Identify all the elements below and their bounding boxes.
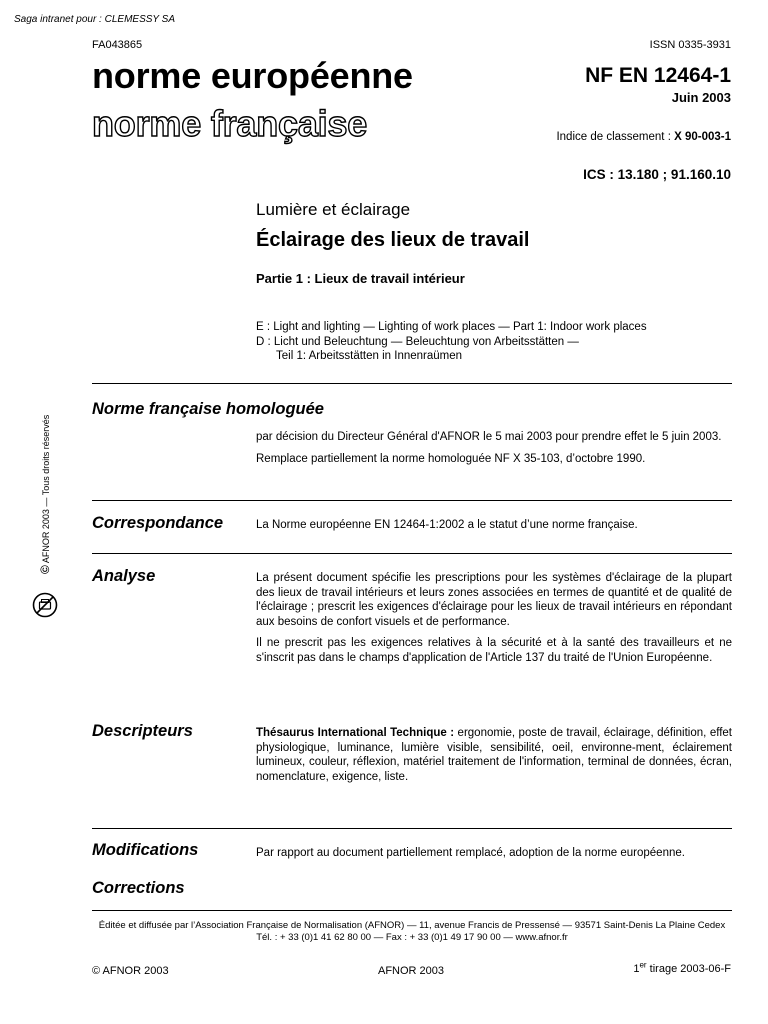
descripteurs-text (256, 726, 732, 784)
side-copyright (38, 415, 52, 574)
section-title-modifications: Modifications (92, 841, 199, 859)
thesaurus-terms: ergonomie, poste de travail, éclairage, définition, effet physiologique, luminance, lumière visible, sensibilité, oeil, environne-ment, éclairement lumineux, couleur, réflexion, matériel traitement de l'information, terminal de données, écran, nomenclature, exigence, liste. (256, 727, 732, 783)
translation-en: E : Light and lighting — Lighting of work places — Part 1: Indoor work places (256, 321, 647, 333)
document-code: FA043865 (92, 39, 143, 51)
indice-classement (556, 131, 731, 143)
publication-date: Juin 2003 (671, 90, 731, 105)
translation-de: D : Licht und Beleuchtung — Beleuchtung von Arbeitsstätten — (256, 335, 579, 348)
title-norme-europeenne: norme européenne (92, 55, 413, 96)
analyse-text-1: La présent document spécifie les prescriptions pour les systèmes d'éclairage de la plupart des lieux de travail intérieurs et leurs zones associées en termes de quantité et de qualité de l'éclairage ; prescrit les exigences d'éclairage pour les lieux de travail intérieurs en répondant aux besoins de confort visuels et de performance. (256, 572, 732, 628)
homologuee-text: par décision du Directeur Général d'AFNOR le 5 mai 2003 pour prendre effet le 5 juin 2003. (256, 431, 722, 443)
indice-value: X 90-003-1 (674, 131, 731, 143)
print-run (633, 960, 731, 975)
divider (92, 828, 732, 829)
document-subject: Lumière et éclairage (256, 200, 411, 219)
section-body-analyse (256, 571, 732, 672)
ics-codes: ICS : 13.180 ; 91.160.10 (583, 167, 731, 182)
standard-number: NF EN 12464-1 (585, 64, 731, 87)
document-part: Partie 1 : Lieux de travail intérieur (256, 271, 465, 286)
side-copyright-text: AFNOR 2003 — Tous droits réservés (41, 414, 51, 566)
copyright-left: © AFNOR 2003 (92, 965, 169, 977)
title-norme-francaise: norme française (92, 103, 368, 144)
divider (92, 500, 732, 501)
section-body-modifications (256, 846, 732, 868)
issn: ISSN 0335-3931 (649, 39, 731, 51)
thesaurus-label: Thésaurus International Technique : (256, 727, 455, 739)
section-title-analyse: Analyse (92, 567, 156, 585)
print-run-number: 1 (633, 963, 640, 975)
section-title-corrections: Corrections (92, 879, 185, 897)
section-title-homologuee: Norme française homologuée (92, 400, 324, 418)
replacement-text: Remplace partiellement la norme homologuée NF X 35-103, d’octobre 1990. (256, 452, 646, 465)
translations (256, 320, 732, 364)
divider (92, 383, 732, 384)
modifications-text: Par rapport au document partiellement remplacé, adoption de la norme européenne. (256, 847, 685, 859)
section-body-correspondance (256, 518, 732, 540)
section-body-descripteurs (256, 726, 732, 791)
publisher-contact: Tél. : + 33 (0)1 41 62 80 00 — Fax : + 33 (0)1 49 17 90 00 — www.afnor.fr (256, 932, 568, 943)
document-title: Éclairage des lieux de travail (256, 229, 530, 251)
indice-label: Indice de classement : (556, 131, 675, 143)
translation-de-part: Teil 1: Arbeitsstätten in Innenraümen (276, 350, 463, 362)
section-body-homologuee (256, 430, 732, 473)
print-run-text: tirage 2003-06-F (646, 963, 731, 975)
print-run-suffix: er (639, 960, 647, 970)
publisher-address: Éditée et diffusée par l’Association Française de Normalisation (AFNOR) — 11, avenue Francis de Pressensé — 93571 Saint-Denis La Plaine Cedex (98, 920, 726, 931)
publisher-info (92, 920, 732, 944)
intranet-label: Saga intranet pour : CLEMESSY SA (14, 14, 176, 25)
divider (92, 553, 732, 554)
analyse-text-2: Il ne prescrit pas les exigences relatives à la sécurité et à la santé des travailleurs et ne s'inscrit pas dans le champs d'application de l'Article 137 du traité de l'Union Européenne. (256, 637, 732, 664)
correspondance-text: La Norme européenne EN 12464-1:2002 a le statut d’une norme française. (256, 519, 638, 531)
divider (92, 910, 732, 911)
section-title-correspondance: Correspondance (92, 514, 224, 532)
copyright-center: AFNOR 2003 (378, 965, 445, 977)
section-title-descripteurs: Descripteurs (92, 722, 193, 740)
copyright-symbol: © (38, 565, 52, 574)
no-photocopy-icon (32, 592, 58, 618)
